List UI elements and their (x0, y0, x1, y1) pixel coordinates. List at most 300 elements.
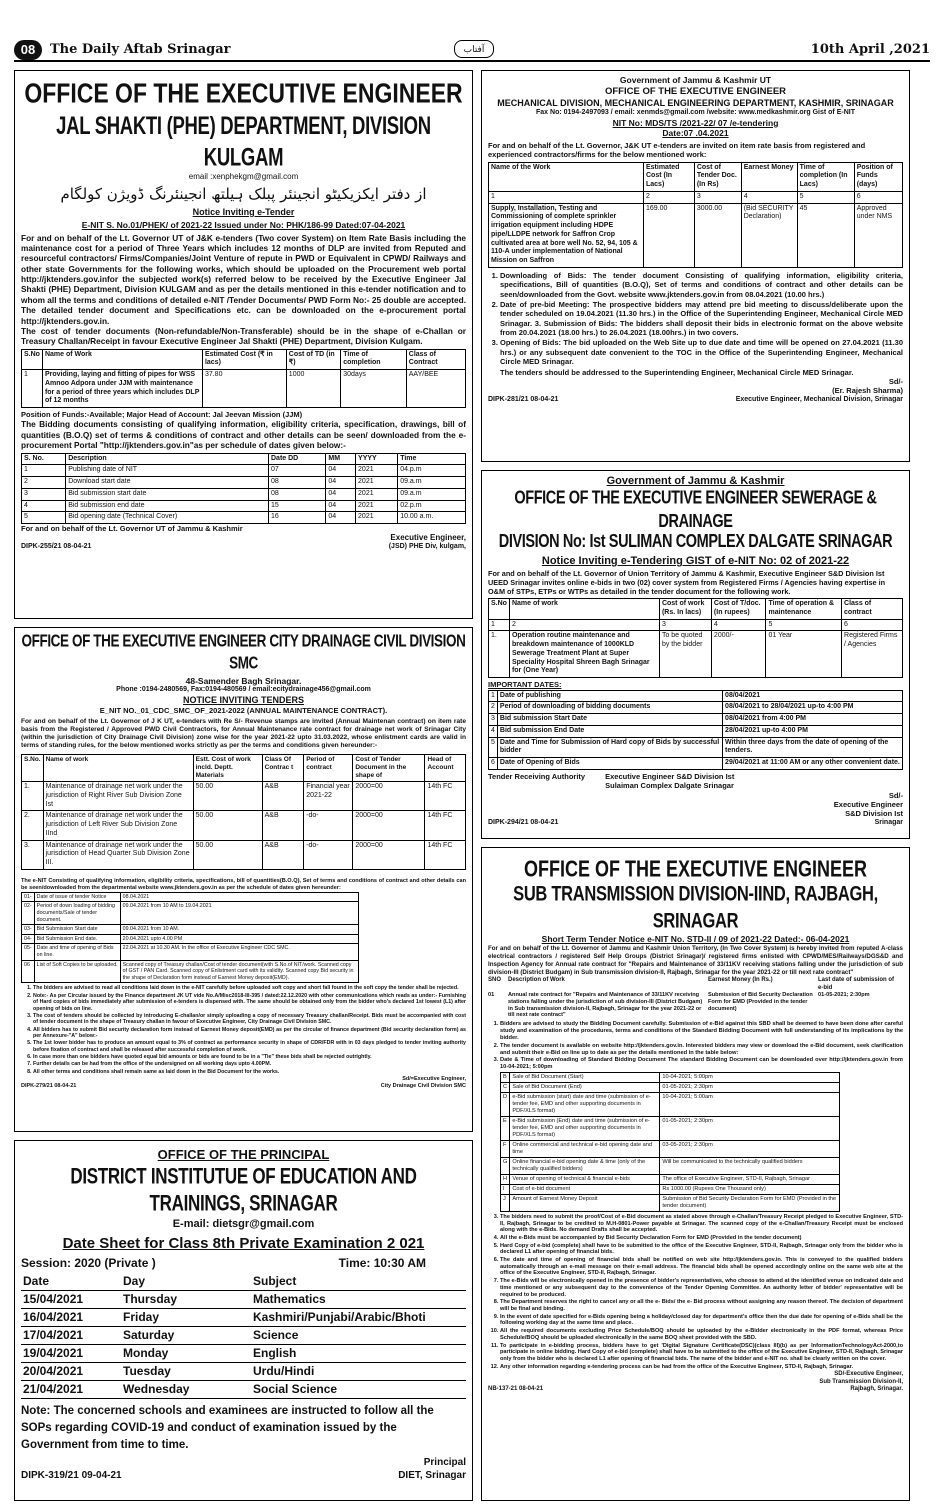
list-item: 1. Downloading of Bids: The tender document Consisting of qualifying information, eligibility criteria, specifications, Bill of quantities (B.O.Q), Set of terms and conditions of contract and other details can be seen/downloaded from the Govt. website www.jktenders.gov.in from 08.04.2021 (10.00 hrs.) (500, 271, 903, 299)
cell: 15 (269, 500, 326, 512)
ad2-sd: Sd/- (888, 376, 903, 386)
cell: F (501, 1140, 510, 1157)
paper-name: The Daily Aftab Srinagar (50, 42, 231, 57)
table-row (22, 811, 466, 840)
cell: 04.p.m (398, 465, 466, 477)
ad3-dates-table (488, 690, 903, 770)
table-row (501, 1194, 840, 1211)
cell: Registered Firms / Agencies (842, 631, 903, 678)
cell: 2021 (356, 500, 398, 512)
cell: 2021 (356, 465, 398, 477)
table-row (21, 1381, 466, 1399)
ad2-intro: For and on behalf of the Lt. Governor, J&K UT e-tenders are invited on item rate basis from registered and experienced contractors/firms for the below mentioned work: (488, 140, 866, 160)
cell: Thursday (121, 1291, 251, 1309)
list-item: 5. The 1st lower bidder has to produce an amount equal to 3% of contract as performance security in shape of CDR/FDR with in 03 days pledged to tender inviting authority before fixation of contract and shall be released after successful completion of work. (33, 1040, 466, 1053)
ad1-th: Cost of TD (in ₹) (286, 349, 340, 370)
cell: Rs 1000.00 (Rupees One Thousand only) (660, 1184, 840, 1194)
cell: 08/04/2021 from 4:00 PM (723, 714, 903, 726)
ad3-gov: Government of Jammu & Kashmir (606, 475, 785, 487)
ad1-sched-th: YYYY (356, 453, 398, 465)
cell: Social Science (251, 1381, 466, 1399)
ad5-notes2 (488, 1214, 903, 1370)
ad5-col-em: Earnest Money (In Rs.) (708, 977, 773, 984)
ad2-th: Cost of Tender Doc. (In Rs) (694, 162, 741, 191)
table-row (489, 714, 903, 726)
ad2-date: Date:07 .04.2021 (662, 128, 729, 139)
cell: List of Soft Copies to be uploaded. (34, 960, 120, 983)
cell: Download start date (66, 477, 269, 489)
ad1-sched-th: MM (326, 453, 356, 465)
table-row (489, 725, 903, 737)
ad1-th: Name of Work (42, 349, 202, 370)
table-row (22, 960, 359, 983)
table-row (22, 477, 466, 489)
ad6-session: Session: 2020 (Private ) (21, 1256, 156, 1271)
table-row (489, 631, 903, 678)
cell: 08/04/2021 (723, 690, 903, 702)
cell: -do- (304, 840, 353, 869)
ad3-sign2: S&D Division Ist (845, 809, 903, 819)
ad1-behalf: For and on behalf of the Lt. Governor UT of Jammu & Kashmir (21, 524, 243, 534)
cell: 1. (22, 782, 44, 811)
ad2-title2: MECHANICAL DIVISION, MECHANICAL ENGINEERING DEPARTMENT, KASHMIR, SRINAGAR (497, 97, 894, 108)
list-item: 5. Hard Copy of e-bid (complete) shall have to be submitted to the office of the Executive Engineer, STD-II, Rajbagh, Srinagar only from the bidder who is declared L1 after opening of financial bids. (500, 1243, 903, 1256)
cell: 20/04/2021 (21, 1363, 121, 1381)
ad-sewerage-drainage (481, 470, 910, 839)
ad1-sched-th: Date DD (269, 453, 326, 465)
cell: Urdu/Hindi (251, 1363, 466, 1381)
ad3-sd: Sd/- (888, 790, 903, 800)
cell: 29/04/2021 at 11:00 AM or any other convenient date. (723, 758, 903, 770)
ad3-prefix: For and on behalf of the Lt. Governor of Union Territory of Jammu & Kashmir, Executive Engineer S&D Division Ist (488, 568, 885, 578)
ad3-th: Name of work (509, 599, 659, 620)
cell: 01-05-2021; 2:30pm (660, 1117, 840, 1141)
ad1-title2: JAL SHAKTI (PHE) DEPARTMENT, DIVISION KULGAM (56, 111, 431, 171)
cell: 04 (326, 477, 356, 489)
cell: Maintenance of drainage net work under the jurisdiction of Head Quarter Sub Division Zone III. (43, 840, 193, 869)
cell: 10.00 a.m. (398, 512, 466, 524)
ad1-title1: OFFICE OF THE EXECUTIVE ENGINEER (24, 77, 463, 109)
ad2-nit: NIT No: MDS/TS /2021-22/ 07 /e-tendering (612, 117, 779, 128)
cell: 1. (489, 631, 510, 678)
cell: A&B (262, 840, 304, 869)
cell: Bid Submission End date. (34, 934, 120, 944)
cell: 05- (22, 944, 35, 960)
cell: 10-04-2021; 5:00am (660, 1093, 840, 1117)
cell: E (501, 1117, 510, 1141)
ad1-cell: AAY/BEE (406, 370, 465, 408)
ad2-title1: OFFICE OF THE EXECUTIVE ENGINEER (604, 85, 787, 97)
list-item: 7. Further details can be had from the office of the undersigned on all working days upto 4.00PM. (33, 1061, 466, 1067)
ad1-cell: Providing, laying and fitting of pipes for WSS Amnoo Adpora under JJM with maintenance for a period of three years which includes DLP of 12 months (42, 370, 202, 408)
ad2-th: Estimated Cost (In Lacs) (644, 162, 695, 191)
ad1-th: S.No (22, 349, 43, 370)
ad2-items (488, 271, 903, 367)
ad5-col-desc: Description of Work (508, 977, 565, 984)
cell: 01- (22, 892, 35, 902)
cell: 4 (22, 500, 66, 512)
cell: Amount of Earnest Money Deposit (510, 1194, 660, 1211)
ad1-para2: The cost of tender documents (Non-refundable/Non-Transferable) should be in the shape of e-Challan or Treasury Challan/Receipt in favour Executive Engineer Jal Shakti (PHE) Department, Division Kulgam. (21, 325, 466, 347)
ad5-col-sno: SNO (488, 977, 502, 984)
cell: 28/04/2021 up-to 4:00 PM (723, 725, 903, 737)
ad-diet-datesheet (14, 1140, 473, 1501)
page-number: 08 (14, 40, 42, 60)
ad3-authority: Executive Engineer S&D Division Ist Sulaiman Complex Dalgate Srinagar (605, 771, 735, 791)
table-row (22, 465, 466, 477)
cell: G (501, 1157, 510, 1174)
ad3-th: Cost of work (Rs. In lacs) (659, 599, 711, 620)
cell: 21/04/2021 (21, 1381, 121, 1399)
list-item: 1. The bidders are advised to read all conditions laid down in the e-NIT carefully before uploaded soft copy and short fall found in the soft copy the tender shall be rejected. (33, 985, 466, 991)
cell: 09.a.m (398, 488, 466, 500)
ad3-dipk: DIPK-294/21 08-04-21 (488, 818, 559, 826)
ad1-cell: 1000 (286, 370, 340, 408)
ad2-th: Time of completion (In Lacs) (797, 162, 854, 191)
cell: 4 (489, 725, 498, 737)
cell: Date of publishing (497, 690, 722, 702)
ad6-dipk: DIPK-319/21 09-04-21 (21, 1469, 122, 1481)
ad6-email: E-mail: dietsgr@gmail.com (172, 1217, 315, 1230)
ad-jal-shakti (14, 70, 473, 619)
cell: Online financial e-bid opening date & time (only of the technically qualified bidders) (510, 1157, 660, 1174)
ad4-th: Name of work (43, 754, 193, 781)
cell: Saturday (121, 1327, 251, 1345)
table-row (501, 1174, 840, 1184)
cell: 3 (489, 714, 498, 726)
cell: 22.04.2021 at 10.30 AM. In the office of Executive Engineer CDC SMC. (120, 944, 359, 960)
cell: B (501, 1073, 510, 1083)
cell: 5 (489, 737, 498, 758)
cell: (Bid SECURITY Declaration) (741, 203, 797, 267)
ad4-th: S.No. (22, 754, 44, 781)
cell: Cost of e-bid document (510, 1184, 660, 1194)
ad1-sched-th: S. No. (22, 453, 66, 465)
cell: J (501, 1194, 510, 1211)
cell: Scanned copy of Treasury challan/Cost of tender document(with S.No.of NIT/work. Scanned copy of GST / PAN Card. Scanned copy of Enlistment card with its validity. Scanned copy Bid security in the shape of Declaration form instead of Earnest Money deposit(EMD). (120, 960, 359, 983)
table-row (22, 944, 359, 960)
cell: 09.a.m (398, 477, 466, 489)
cell: Online commercial and technical e-bid opening date and time (510, 1140, 660, 1157)
ad1-sign1: Executive Engineer, (390, 533, 466, 543)
table-row (501, 1157, 840, 1174)
cell: 16/04/2021 (21, 1309, 121, 1327)
cell: 2 (489, 702, 498, 714)
ad3-title2: DIVISION No: Ist SULIMAN COMPLEX DALGATE SRINAGAR (498, 531, 893, 553)
ad5-col-date: Last date of submission of e-bid (818, 977, 895, 991)
cell: Maintenance of drainage net work under the jurisdiction of Left River Sub Division Zone IInd (43, 811, 193, 840)
cell: Financial year 2021-22 (304, 782, 353, 811)
ad-city-drainage (14, 627, 473, 1132)
ad4-schedule-table (21, 892, 359, 984)
cell: A&B (262, 811, 304, 840)
ad2-fax: Fax No: 0194-2497093 / email: xenmds@gmail.com /website: www.medkashmir.org Gist of E-NIT (536, 108, 855, 116)
cell: A&B (262, 782, 304, 811)
ad4-address: 48-Samender Bagh Srinagar. (185, 675, 302, 686)
ad3-intro: UEED Srinagar invites online e-bids in two (02) cover system from Registered Firms / Agencies having expertise in O&M of STPs, ETPs or WTPs as detailed in the tender document for the following work. (488, 577, 886, 597)
cell: 14th FC (425, 811, 466, 840)
cell: D (501, 1093, 510, 1117)
cell: Date of Opening of Bids (497, 758, 722, 770)
table-row (22, 892, 359, 902)
ad2-designation: Executive Engineer, Mechanical Division, Srinagar (735, 395, 903, 403)
table-row (501, 1083, 840, 1093)
ad3-num: 4 (711, 619, 766, 631)
ad1-sched-th: Description (66, 453, 269, 465)
cell: 04 (326, 500, 356, 512)
ad2-address: The tenders should be addressed to the Superintending Engineer, Mechanical Circle MED Srinagar. (500, 367, 854, 377)
cell: 07 (269, 465, 326, 477)
cell: Sale of Bid Document (End) (510, 1083, 660, 1093)
table-row (501, 1073, 840, 1083)
ad2-num: 3 (694, 191, 741, 203)
ad1-cell: 30days (341, 370, 407, 408)
ad4-para: The e-NIT Consisting of qualifying information, eligibility criteria, specifications, bill of quantities(B.O.Q), Set of terms and conditions of contract and other details can be seen/downloaded from the departmental website www.jktenders.gov.in as per the schedule of dates given hereunder: (21, 877, 466, 891)
newspaper-header (14, 40, 930, 62)
cell: Mathematics (251, 1291, 466, 1309)
ad6-th: Subject (251, 1273, 466, 1291)
cell: 06 (22, 960, 35, 983)
ad6-time: Time: 10:30 AM (338, 1256, 426, 1271)
ad1-cell: 37.80 (202, 370, 286, 408)
cell: Bid submission start date (66, 488, 269, 500)
ad1-email: email :xenphekgm@gmail.com (188, 172, 299, 181)
cell: Period of down loading of bidding documents/Sale of tender document. (34, 902, 120, 925)
cell: Date and Time for Submission of Hard copy of Bids by successful bidder (497, 737, 722, 758)
cell: 50.00 (193, 840, 262, 869)
cell: Kashmiri/Punjabi/Arabic/Bhoti (251, 1309, 466, 1327)
cell: 3 (22, 488, 66, 500)
table-row (22, 500, 466, 512)
ad1-work-table (21, 349, 466, 409)
table-row (22, 782, 466, 811)
ad5-work-desc: Annual rate contract for "Repairs and Maintenance of 33/11KV receiving stations falling under the jurisdiction of sub division-III (District Budgam) in Sub transmission division-II, Rajbagh, Srinagar for the year 2021-22 or till next rate contract" (508, 992, 703, 1019)
cell: 3000.00 (694, 203, 741, 267)
table-row (21, 1309, 466, 1327)
ad4-th: Estt. Cost of work incld. Deptt. Materials (193, 754, 262, 781)
ad3-title1: OFFICE OF THE EXECUTIVE ENGINEER SEWERAGE & DRAINAGE (514, 487, 877, 532)
ad3-th: S.No (489, 599, 510, 620)
cell: 08 (269, 477, 326, 489)
list-item: 4. All bidders has to submit Bid security declaration form instead of Earnest Money deposit(EMD) as per the circular of finance department (Bid security declaration form) as per Annexure-"A" below:- (33, 1027, 466, 1040)
issue-date: 10th April ,2021 (810, 42, 930, 57)
cell: The office of Executive Engineer, STD-II, Rajbagh, Srinagar (660, 1174, 840, 1184)
ad6-title: DISTRICT INSTITUTUE OF EDUCATION AND TRAININGS, SRINAGAR (70, 1164, 417, 1217)
cell: 08/04/2021 to 28/04/2021 up-to 4:00 PM (723, 702, 903, 714)
ad3-notice: Notice Inviting e-Tendering GIST of e-NIT No: 02 of 2021-22 (541, 555, 850, 568)
ad3-num: 2 (509, 619, 659, 631)
list-item: 8. All other terms and conditions shall remain same as laid down in the Bid Document for the works. (33, 1069, 466, 1075)
cell: Will be communicated to the technically qualified bidders (660, 1157, 840, 1174)
ad3-authority-label: Tender Receiving Authority (488, 771, 586, 781)
cell: 03-05-2021; 2:30pm (660, 1140, 840, 1157)
cell: 16 (269, 512, 326, 524)
cell: Operation routine maintenance and breakdown maintenance of 1000KLD Sewerage Treatment Plant at Super Speciality Hospital Shreen Bagh Srinagar for (One Year) (509, 631, 659, 678)
ad3-num: 3 (659, 619, 711, 631)
ad2-signer: (Er. Rajesh Sharma) (832, 386, 903, 396)
cell: 08 (269, 488, 326, 500)
ad4-title: OFFICE OF THE EXECUTIVE ENGINEER CITY DRAINAGE CIVIL DIVISION SMC (21, 630, 466, 673)
ad4-th: Cost of Tender Document in the shape of (353, 754, 425, 781)
list-item: 6. In case more than one bidders have quoted equal bid amounts or bids are found to be in a "Tie" these bids shall be rejected outrightly. (33, 1054, 466, 1060)
list-item: 7. The e-Bids will be electronically opened in the presence of bidder's representatives, who choose to attend at the identified venue on indicated date and time mentioned or any subsequent day to the convenience of the Tender Opening Committee. An authority letter of bidder' representative will be required to be produced. (500, 1278, 903, 1298)
table-row (501, 1140, 840, 1157)
cell: 04 (326, 465, 356, 477)
cell: Bid submission Start Date (497, 714, 722, 726)
table-row (22, 370, 466, 408)
cell: Date of issue of tender Notice (34, 892, 120, 902)
ad5-dates-table (500, 1072, 840, 1212)
cell: 6 (489, 758, 498, 770)
cell: 2021 (356, 512, 398, 524)
list-item: 4. All the e-Bids must be accompanied by Bid Security Declaration Form for EMD (Provided in the tender document) (500, 1235, 903, 1242)
cell: 2021 (356, 488, 398, 500)
cell: 45 (797, 203, 854, 267)
ad6-institute: DIET, Srinagar (398, 1469, 466, 1481)
ad1-para1: For and on behalf of the Lt. Governor UT of J&K e-tenders (Two cover System) on Item Rate Basis including the maintenance cost for a period of Three Years which includes 12 months of DLP are invited from Reputed and resourceful contractors/ Firms/Companies/Joint Venture of repute in PWD or Equivalent in CPWD/ Railways and other state Governments for the following works, which should be uploaded on the Procurement web portal http://jktenders.gov.infor the subjected work(s) referred below to be received by the Executive Engineer Jal Shakti (PHE) Department, Division KULGAM and as per the details mentioned in this e-tender notification and to whom all the terms and conditions of detailed e-NIT /Tender Documents/ PWD Form No:- 25 double are accepted. The detailed tender document and Specifications etc. can be downloaded on the e-procurement portal http://jktenders.gov.in. (21, 232, 466, 326)
ad1-sign2: (JSD) PHE Div, kulgam, (388, 543, 466, 551)
ad6-datesheet-table (21, 1273, 466, 1399)
table-row (501, 1184, 840, 1194)
cell: Approved under NMS (854, 203, 902, 267)
ad1-para3: The Bidding documents consisting of qualifying information, eligibility criteria, specification, drawings, bill of quantities (B.O.Q) set of terms & conditions of contract and other details can be seen/ downloaded from the e-procurement Portal "http://jktenders.gov.in"as per schedule of dates given below:- (21, 419, 466, 451)
cell: 2000=00 (353, 811, 425, 840)
cell: -do- (304, 811, 353, 840)
cell: 14th FC (425, 782, 466, 811)
ad6-principal: Principal (423, 1457, 466, 1469)
ad3-sign3: Srinagar (874, 818, 903, 826)
list-item: 3. Date & Time of downloading of Standard Bidding Document The standard Bidding Document can be downloaded over http://jktenders.gov.in from 10-04-2021; 5:00pm (500, 1057, 903, 1071)
cell: 04 (326, 488, 356, 500)
ad3-num: 6 (842, 619, 903, 631)
cell: 50.00 (193, 811, 262, 840)
cell: 3. (22, 840, 44, 869)
ad4-th: Head of Account (425, 754, 466, 781)
ad5-work-sno: 01 (488, 992, 495, 999)
cell: Supply, Installation, Testing and Commissioning of complete sprinkler irrigation equipment including HDPE pipe/LLDPE network for Saffron Crop cultivated area at bore well No. 52, 94, 105 & 110-A under implementation of National Mission on Saffron (489, 203, 644, 267)
ad2-num: 4 (741, 191, 797, 203)
cell: Date and time of opening of Bids on line. (34, 944, 120, 960)
table-row (22, 512, 466, 524)
list-item: 2. Note:- As per Circular issued by the Finance department JK UT vide No.A/Misc2018-III-395 / dated:22.12.2020 with other communications which reads as under:- Furnishing of Hard copies of bids immediately after submission of e-tenders is dispensed with. The same should be obtained only from the bidder who's declared 1st lowest (L1) after opening of bids on line. (33, 993, 466, 1012)
ad4-dipk: DIPK-279/21 08-04-21 (21, 1082, 77, 1089)
ad1-dipk: DIPK-255/21 08-04-21 (21, 543, 92, 551)
ad3-th: Class of contract (842, 599, 903, 620)
ad4-work-table (21, 754, 466, 870)
cell: English (251, 1345, 466, 1363)
ad1-schedule-table (21, 453, 466, 525)
table-row (501, 1093, 840, 1117)
cell: 1 (489, 690, 498, 702)
ad5-work-em: Submission of Bid Security Declaration Form for EMD (Provided in the tender document) (708, 992, 813, 1012)
table-row (489, 758, 903, 770)
cell: Monday (121, 1345, 251, 1363)
list-item: 11. To participate in e-bidding process, bidders have to get 'Digital Signature Certificate(DSC)(class III)(b) as per InformationTechnologyAct-2000,to participate in online bidding. Hard Copy of e-bid (complete) shall have to be submitted to the office of the Executive Engineer, STD-II, Rajbagh, Srinagar only from the bidder who is declared L1 after opening of financial bids. The name of the bidder and e-NIT no. shall be clearly written on the cover. (500, 1343, 903, 1363)
cell: 14th FC (425, 840, 466, 869)
ad2-th: Position of Funds (days) (854, 162, 902, 191)
table-row (22, 488, 466, 500)
ad1-th: Class of Contract (406, 349, 465, 370)
cell: 20.04.2021 upto 4.00 PM (120, 934, 359, 944)
cell: 04 (326, 512, 356, 524)
table-row (501, 1117, 840, 1141)
cell: 2. (22, 811, 44, 840)
ad2-th: Earnest Money (741, 162, 797, 191)
cell: Sale of Bid Document (Start) (510, 1073, 660, 1083)
list-item: 3. Opening of Bids: The bid uploaded on the Web Site up to due date and time will be opened on 27.04.2021 (11.30 hrs.) or any subsequent date convenient to the TOC in the Office of the Superintending Engineer, Mechanical Circle MED Srinagar. (500, 338, 903, 366)
table-row (489, 702, 903, 714)
ad5-work-date: 01-05-2021; 2:30pm (818, 992, 870, 999)
list-item: 3. The bidders need to submit the proof/Cost of e-Bid document as stated above through e-Challan/Treasury Receipt pledged to Executive Engineer, STD-II, Rajbagh, Srinagar to be credited to M.H-0801-Power payable at Srinagar. The scanned copy of the e-Challan/Treasury Receipt must be enclosed along with the e-Bids. No demand Drafts shall be accepted. (500, 1214, 903, 1234)
cell: 19/04/2021 (21, 1345, 121, 1363)
cell: Wednesday (121, 1381, 251, 1399)
cell: Bid opening date (Technical Cover) (66, 512, 269, 524)
ad3-sign1: Executive Engineer (833, 799, 903, 809)
cell: Venue of opening of technical & financial e-bids (510, 1174, 660, 1184)
table-row (21, 1291, 466, 1309)
cell: I (501, 1184, 510, 1194)
ad3-num: 5 (766, 619, 842, 631)
ad2-num: 6 (854, 191, 902, 203)
list-item: 8. The Department reserves the right to cancel any or all the e- Bids/ the e- Bid process without assigning any reason thereof. The decision of department will be final and binding. (500, 1299, 903, 1312)
ad3-work-table (488, 598, 903, 678)
table-row (22, 902, 359, 925)
ad-sub-transmission (481, 847, 910, 1501)
table-row (22, 925, 359, 935)
table-row (22, 840, 466, 869)
table-row (22, 934, 359, 944)
cell: 2021 (356, 477, 398, 489)
ad2-gov: Government of Jammu & Kashmir UT (619, 75, 772, 85)
cell: 04- (22, 934, 35, 944)
ad3-th: Cost of T/doc. (In rupees) (711, 599, 766, 620)
ad5-sign3: Rajbagh, Srinagar. (850, 1386, 903, 1393)
cell: Publishing date of NIT (66, 465, 269, 477)
cell: 09.04.2021 from 10 AM to 19.04.2021 (120, 902, 359, 925)
ad6-note: Note: The concerned schools and examinees are instructed to follow all the SOPs regarding COVID-19 and conduct of examination issued by the Government from time to time. (21, 1405, 434, 1451)
cell: 1 (22, 465, 66, 477)
cell: 50.00 (193, 782, 262, 811)
ad3-important: IMPORTANT DATES: (488, 680, 562, 690)
cell: e-Bid submission (End) date and time (submission of e-tender fee, EMD and other supporting documents in PDF/XLS format) (510, 1117, 660, 1141)
ad6-subtitle: Date Sheet for Class 8th Private Examination 2 021 (62, 1234, 425, 1252)
ad1-th: Time of completion (341, 349, 407, 370)
list-item: 2. The tender document is available on website http://jktenders.gov.in. Interested bidders may view or download the e-Bid document, seek clarification and submit their e-Bid on line up to date as per the details mentioned in the table below: (500, 1043, 903, 1057)
cell: 5 (22, 512, 66, 524)
cell: To be quoted by the bidder (659, 631, 711, 678)
cell: 2 (22, 477, 66, 489)
ad1-cell: 1 (22, 370, 43, 408)
ad2-num: 2 (644, 191, 695, 203)
table-row (21, 1327, 466, 1345)
ad1-th: Estimated Cost (₹ in lacs) (202, 349, 286, 370)
cell: 169.00 (644, 203, 695, 267)
ad5-title1: OFFICE OF THE EXECUTIVE ENGINEER (523, 855, 868, 882)
ad5-dipk: NB-137-21 08-04-21 (488, 1386, 544, 1393)
cell: 2000/- (711, 631, 766, 678)
ad5-intro: For and on behalf of the Lt. Governor of Jammu and Kashmir Union Territory, (In Two Cover System) is hereby invited from reputed A-class electrical contractors / registered Self Help Groups (District Srinagar)/ registered firms enlisted with CPWD/MES/Railways/DGS&D and Inspection Agency for Annual rate contract for "Repairs and Maintenance of 33/11KV receiving stations falling under the jurisdiction of sub division-III (District Budgam) in Sub transmission division-II, Rajbagh, Srinagar for the year 2021-22 or till next rate contract" (488, 945, 903, 976)
ad2-work-table (488, 162, 903, 268)
cell: Tuesday (121, 1363, 251, 1381)
ad1-urdu-heading: از دفتر ایکزیکیٹو انجینئر پبلک ہیلتھ انجینئرنگ ڈویژن کولگام (60, 185, 427, 203)
table-row (21, 1363, 466, 1381)
ad4-sd: Sd/=Executive Engineer, (402, 1075, 466, 1082)
cell: Friday (121, 1309, 251, 1327)
cell: 02- (22, 902, 35, 925)
ad4-phone: Phone :0194-2480569, Fax:0194-480569 / email:ecitydrainage456@gmail.com (116, 686, 371, 694)
cell: C (501, 1083, 510, 1093)
cell: 10-04-2021; 5:00pm (660, 1073, 840, 1083)
